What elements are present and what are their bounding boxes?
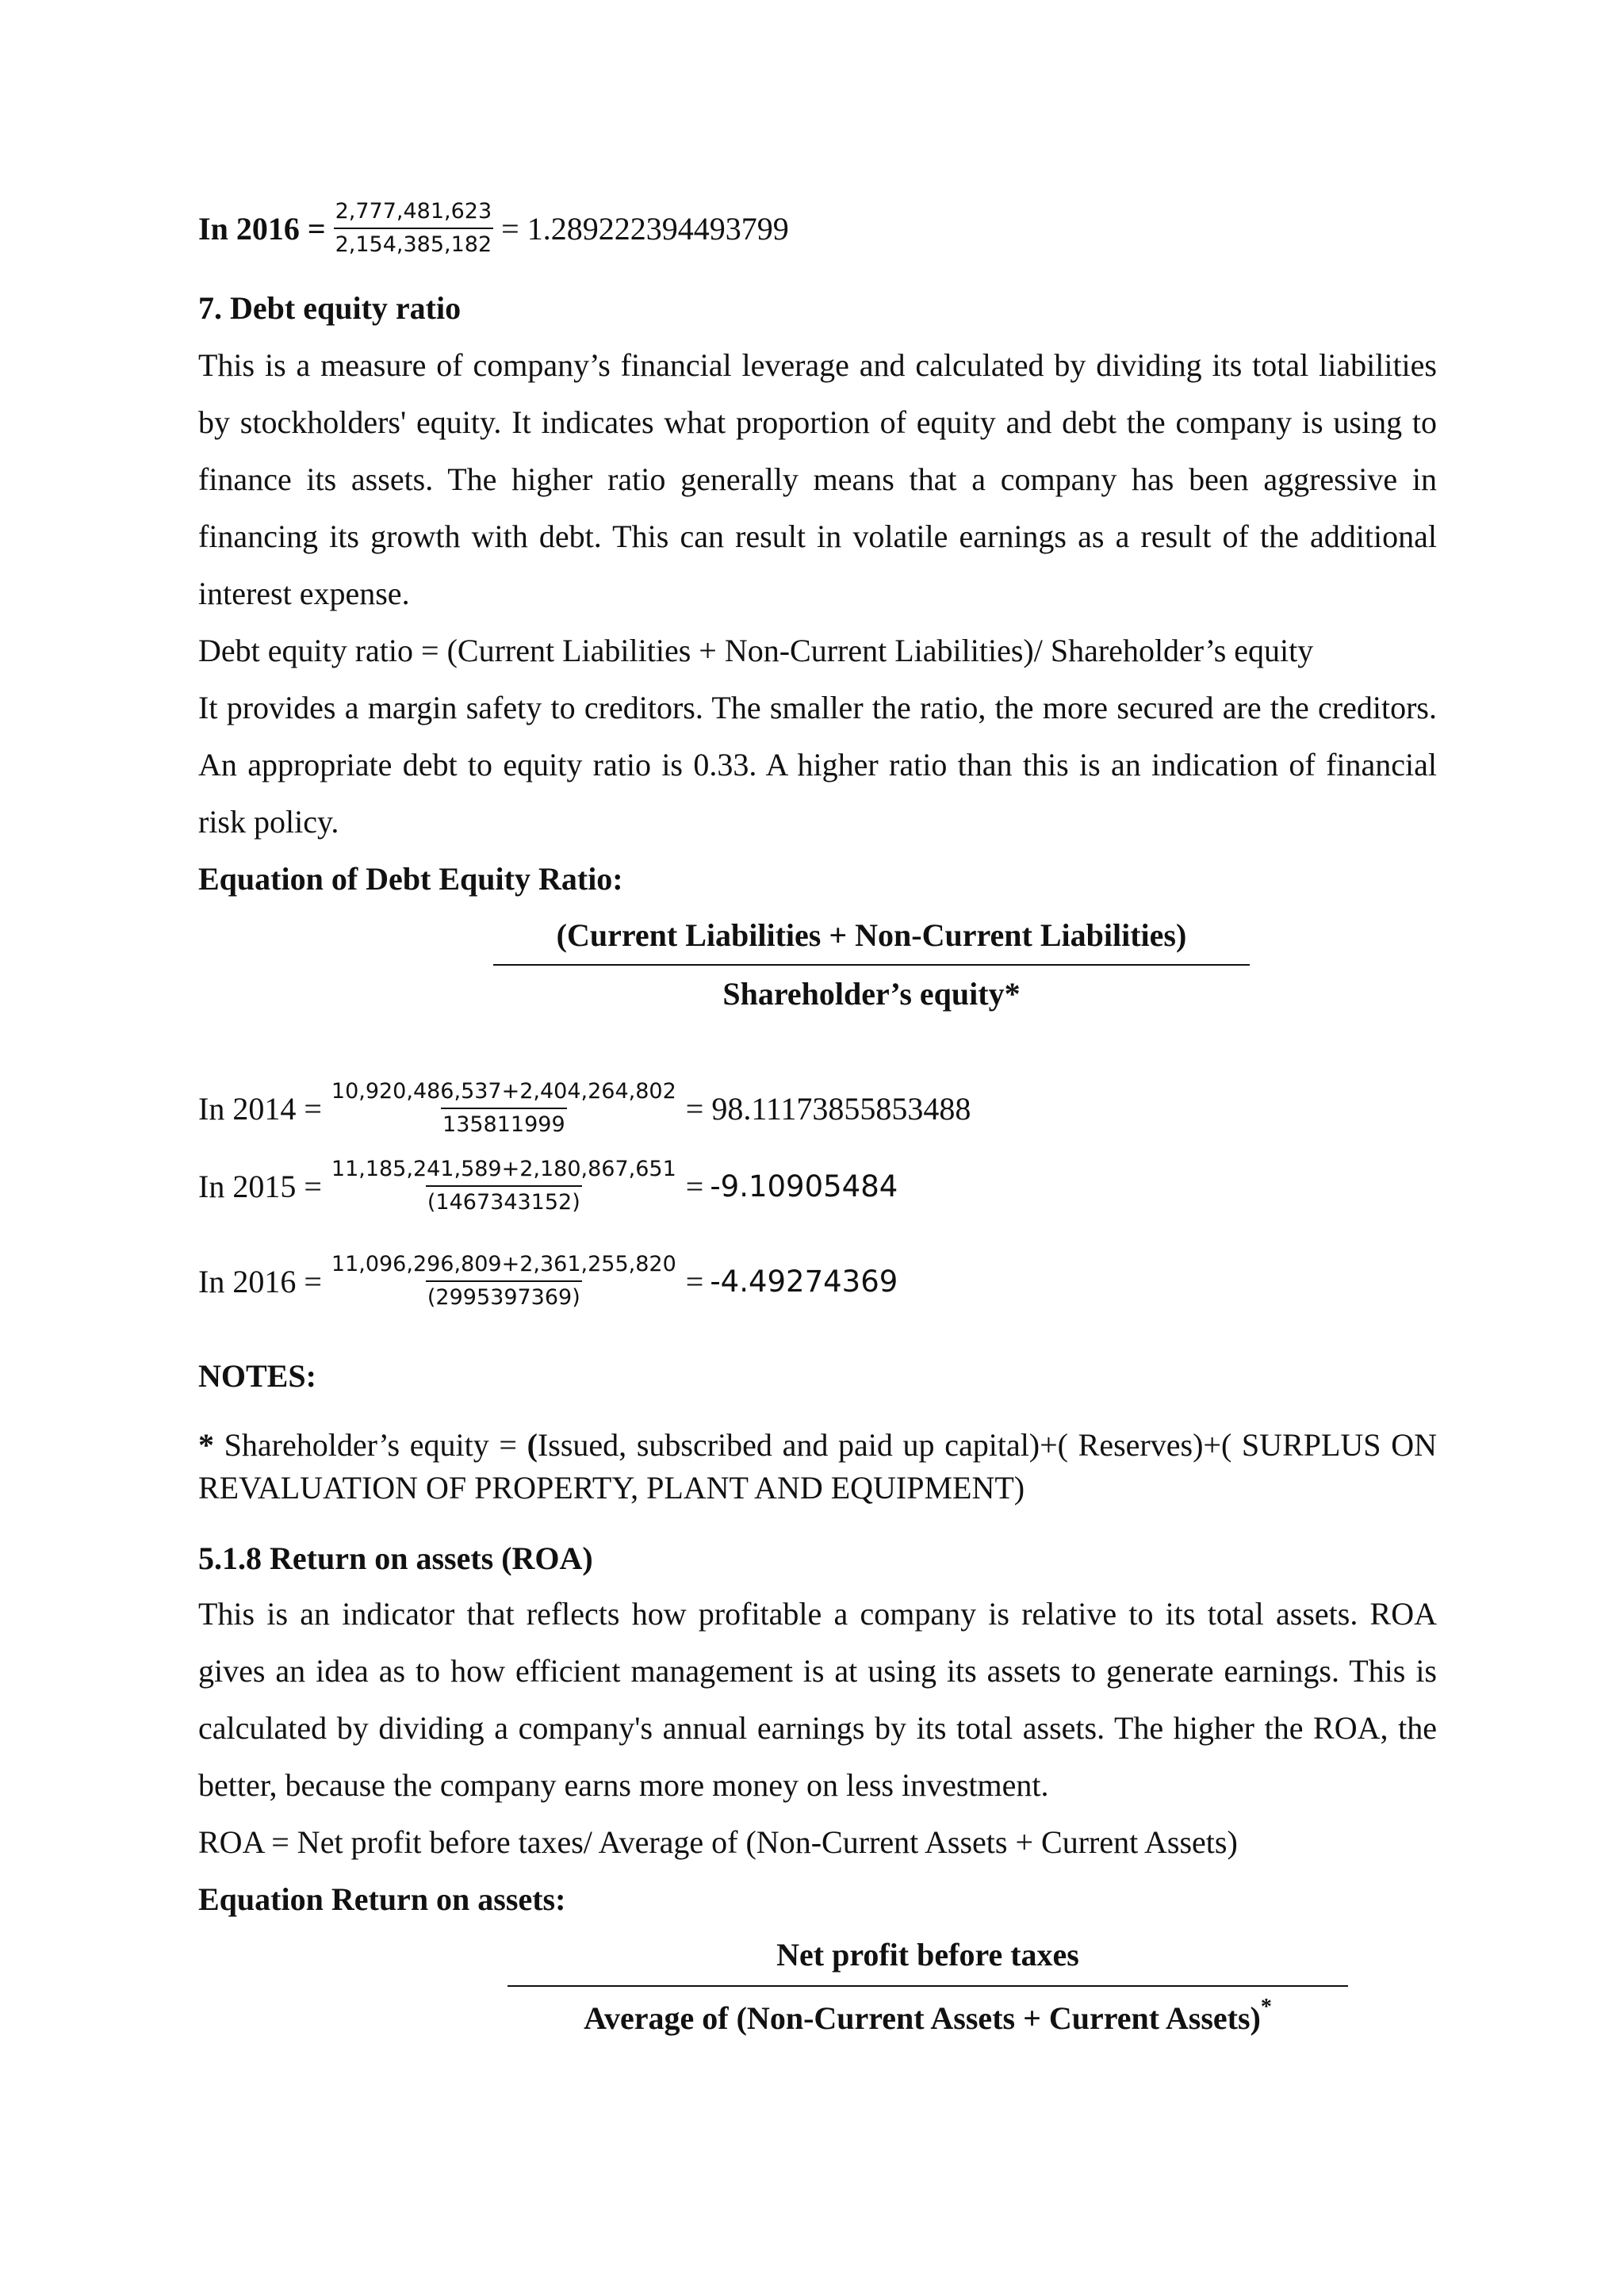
equation-denominator-wrap [508,1995,1348,2042]
formula-debt-equity: Debt equity ratio = (Current Liabilities + Non-Current Liabilities)/ Shareholder’s equity [198,633,1314,668]
notes-text-rest: Issued, subscribed and paid up capital)+( Reserves)+( SURPLUS ON REVALUATION OF PROPERTY, PLANT AND EQUIPMENT) [198,1427,1437,1506]
calculation-result: -9.10905484 [710,1169,898,1203]
fraction-numerator: 10,920,486,537+2,404,264,802 [331,1079,676,1104]
calculation-2015 [198,1156,898,1216]
calculation-2016 [198,1251,898,1311]
calculation-result: -4.49274369 [710,1264,898,1299]
calculation-2014 [198,1078,971,1138]
equation-star: * [1260,1995,1272,2019]
debt-equity-equation [493,912,1250,1018]
calculation-result-equals: = [685,1263,704,1299]
notes-star: * [198,1427,214,1463]
calculation-label: In 2015 = [198,1168,322,1204]
roa-equation [508,1931,1348,2042]
equation-2016-top [198,198,789,258]
fraction-numerator: 11,185,241,589+2,180,867,651 [331,1157,676,1181]
equation-result: = 1.289222394493799 [501,210,789,247]
fraction-numerator: 2,777,481,623 [335,199,492,224]
fraction [330,1251,678,1311]
fraction-numerator: 11,096,296,809+2,361,255,820 [331,1252,676,1276]
equation-numerator: Net profit before taxes [776,1937,1079,1973]
paragraph-margin-safety: It provides a margin safety to creditors. The smaller the ratio, the more secured are the creditors. An appropriate debt to equity ratio is 0.33. A higher ratio than this is an indication of financial risk policy. [198,690,1437,840]
equation-label: In 2016 = [198,210,326,247]
fraction-denominator: (2995397369) [426,1280,582,1311]
section-heading-roa: 5.1.8 Return on assets (ROA) [198,1540,593,1576]
notes-text-lead: Shareholder’s equity = [224,1427,527,1463]
notes-text [198,1424,1437,1510]
fraction-rule [493,964,1250,966]
fraction-denominator: 2,154,385,182 [334,228,494,258]
fraction [330,1156,678,1216]
equation-denominator: Average of (Non-Current Assets + Current Assets) [584,2000,1261,2036]
document-page [198,0,1437,2296]
paragraph-roa: This is an indicator that reflects how profitable a company is relative to its total assets. ROA gives an idea as to how efficient management is at using its assets to generate earnings. This is calculated by dividing a company's annual earnings by its total assets. The higher the ROA, the better, because the company earns more money on less investment. [198,1596,1437,1803]
fraction [330,1078,678,1138]
notes-heading: NOTES: [198,1358,316,1394]
fraction-denominator: 135811999 [441,1108,567,1138]
calculation-result: = 98.11173855853488 [685,1090,971,1127]
notes-paren: ( [527,1427,538,1463]
calculation-result-equals: = [685,1168,704,1204]
equation-numerator: (Current Liabilities + Non-Current Liabilities) [556,917,1187,953]
calculation-label: In 2016 = [198,1263,322,1299]
equation-denominator: Shareholder’s equity* [722,976,1021,1012]
equation-heading-roa: Equation Return on assets: [198,1881,566,1917]
section-heading-debt-equity: 7. Debt equity ratio [198,290,462,326]
fraction [334,198,494,258]
fraction-denominator: (1467343152) [426,1185,582,1216]
fraction-rule [508,1985,1348,1987]
calculation-label: In 2014 = [198,1090,322,1127]
paragraph-debt-equity-intro: This is a measure of company’s financial leverage and calculated by dividing its total liabilities by stockholders' equity. It indicates what proportion of equity and debt the company is using to finance its assets. The higher ratio generally means that a company has been aggressive in financing its growth with debt. This can result in volatile earnings as a result of the additional interest expense. [198,347,1437,611]
formula-roa: ROA = Net profit before taxes/ Average of (Non-Current Assets + Current Assets) [198,1824,1238,1860]
equation-heading-debt-equity: Equation of Debt Equity Ratio: [198,861,623,897]
